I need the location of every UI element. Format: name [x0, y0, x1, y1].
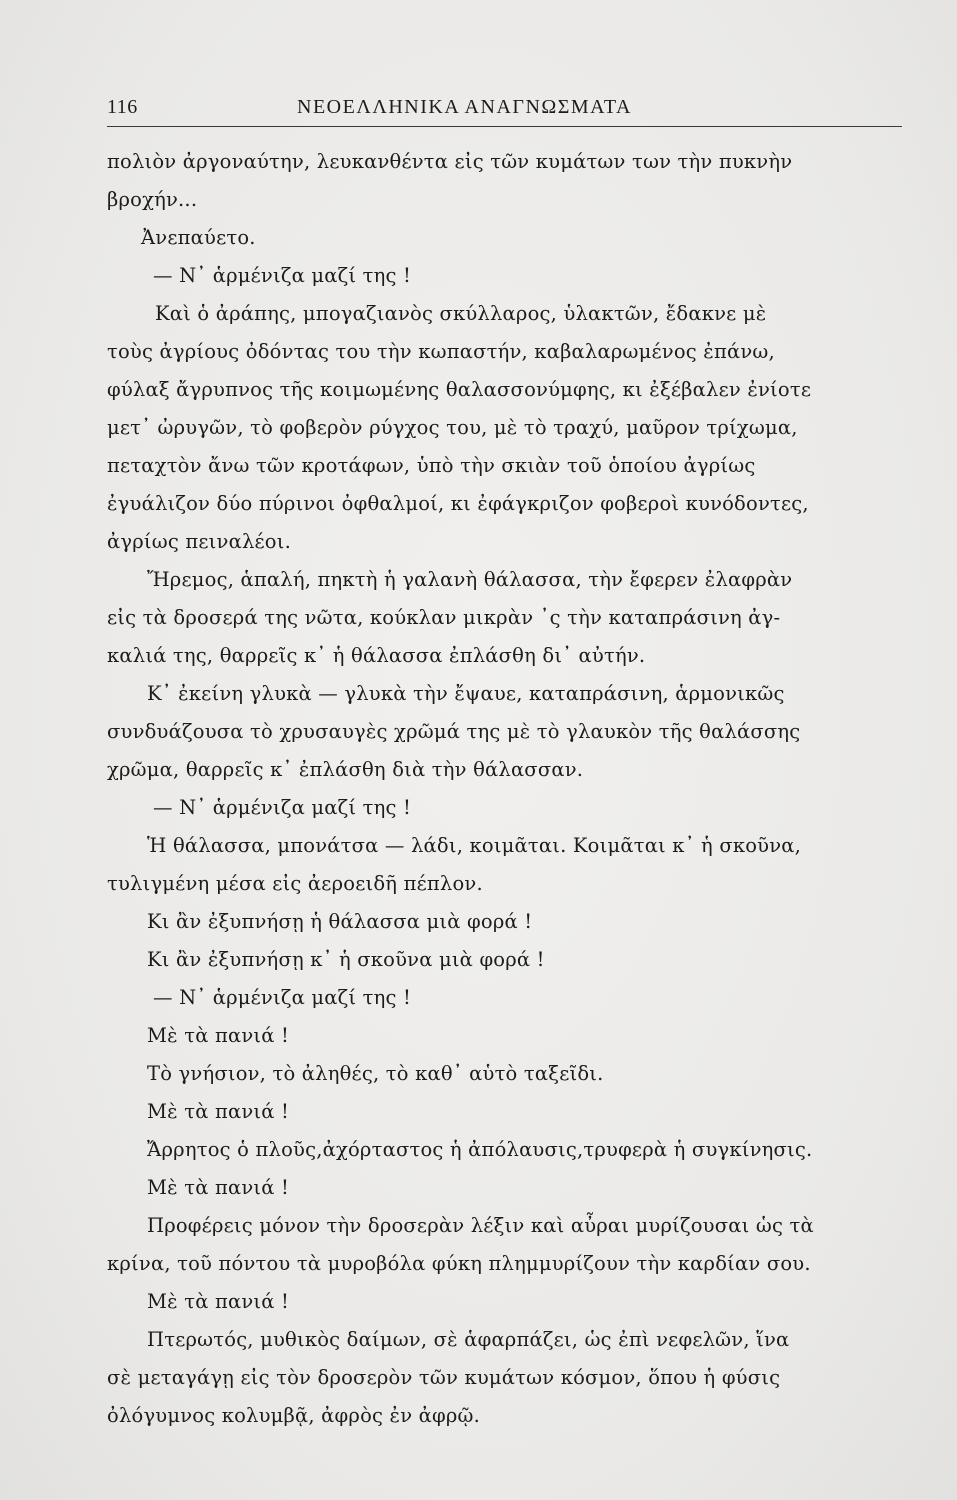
text-line: κρίνα, τοῦ πόντου τὰ μυροβόλα φύκη πλημμυρίζουν τὴν καρδίαν σου.	[107, 1252, 811, 1275]
text-line: μετ᾿ ὠρυγῶν, τὸ φοβερὸν ρύγχος του, μὲ τὸ τραχύ, μαῦρον τρίχωμα,	[107, 416, 798, 439]
text-line: Κ᾿ ἐκείνη γλυκὰ — γλυκὰ τὴν ἔψαυε, καταπράσινη, ἁρμονικῶς	[147, 682, 785, 705]
text-line: — Ν᾿ ἁρμένιζα μαζί της !	[153, 986, 412, 1009]
running-title: ΝΕΟΕΛΛΗΝΙΚΑ ΑΝΑΓΝΩΣΜΑΤΑ	[297, 96, 632, 118]
text-line: Μὲ τὰ πανιά !	[147, 1176, 290, 1199]
text-line: τοὺς ἀγρίους ὀδόντας του τὴν κωπαστήν, καβαλαρωμένος ἐπάνω,	[107, 340, 775, 363]
text-line: βροχήν...	[107, 188, 198, 211]
text-line: Ἄρρητος ὁ πλοῦς,ἀχόρταστος ἡ ἀπόλαυσις,τρυφερὰ ἡ συγκίνησις.	[147, 1138, 813, 1161]
text-line: καλιά της, θαρρεῖς κ᾿ ἡ θάλασσα ἐπλάσθη δι᾿ αὐτήν.	[107, 644, 646, 667]
text-line: — Ν᾿ ἁρμένιζα μαζί της !	[153, 796, 412, 819]
text-line: εἰς τὰ δροσερά της νῶτα, κούκλαν μικρὰν ᾿ς τὴν καταπράσινη ἀγ-	[107, 606, 781, 629]
text-line: — Ν᾿ ἁρμένιζα μαζί της !	[153, 264, 412, 287]
text-line: ἀγρίως πειναλέοι.	[107, 530, 291, 553]
page-header	[107, 96, 902, 127]
text-line: χρῶμα, θαρρεῖς κ᾿ ἐπλάσθη διὰ τὴν θάλασσαν.	[107, 758, 584, 781]
text-line: Ἀνεπαύετο.	[141, 226, 256, 249]
text-line: Μὲ τὰ πανιά !	[147, 1024, 290, 1047]
text-line: πεταχτὸν ἄνω τῶν κροτάφων, ὑπὸ τὴν σκιὰν τοῦ ὁποίου ἀγρίως	[107, 454, 756, 477]
text-line: Μὲ τὰ πανιά !	[147, 1100, 290, 1123]
text-line: Ἤρεμος, ἁπαλή, πηκτὴ ἡ γαλανὴ θάλασσα, τὴν ἔφερεν ἐλαφρὰν	[147, 568, 793, 591]
text-line: Προφέρεις μόνον τὴν δροσερὰν λέξιν καὶ αὖραι μυρίζουσαι ὡς τὰ	[147, 1214, 814, 1237]
text-line: ὀλόγυμνος κολυμβᾷ, ἀφρὸς ἐν ἀφρῷ.	[107, 1404, 481, 1427]
text-line: συνδυάζουσα τὸ χρυσαυγὲς χρῶμά της μὲ τὸ γλαυκὸν τῆς θαλάσσης	[107, 720, 801, 743]
text-line: Κι ἂν ἐξυπνήσῃ κ᾿ ἡ σκοῦνα μιὰ φορά !	[147, 948, 545, 971]
text-line: Μὲ τὰ πανιά !	[147, 1290, 290, 1313]
text-line: Ἡ θάλασσα, μπονάτσα — λάδι, κοιμᾶται. Κοιμᾶται κ᾿ ἡ σκοῦνα,	[147, 834, 802, 857]
page-number: 116	[107, 96, 138, 118]
text-line: ἐγυάλιζον δύο πύρινοι ὀφθαλμοί, κι ἐφάγκριζον φοβεροὶ κυνόδοντες,	[107, 492, 809, 515]
text-line: Τὸ γνήσιον, τὸ ἀληθές, τὸ καθ᾿ αὑτὸ ταξεῖδι.	[147, 1062, 604, 1085]
text-line: φύλαξ ἄγρυπνος τῆς κοιμωμένης θαλασσονύμφης, κι ἐξέβαλεν ἐνίοτε	[107, 378, 812, 401]
text-line: τυλιγμένη μέσα εἰς ἀεροειδῆ πέπλον.	[107, 872, 483, 895]
text-line: Κι ἂν ἐξυπνήσῃ ἡ θάλασσα μιὰ φορά !	[147, 910, 533, 933]
text-line: σὲ μεταγάγῃ εἰς τὸν δροσερὸν τῶν κυμάτων κόσμον, ὅπου ἡ φύσις	[107, 1366, 781, 1389]
text-line: Καὶ ὁ ἀράπης, μπογαζιανὸς σκύλλαρος, ὑλακτῶν, ἔδακνε μὲ	[155, 302, 767, 325]
text-line: Πτερωτός, μυθικὸς δαίμων, σὲ ἁφαρπάζει, ὡς ἐπὶ νεφελῶν, ἵνα	[147, 1328, 790, 1351]
text-line: πολιὸν ἀργοναύτην, λευκανθέντα εἰς τῶν κυμάτων των τὴν πυκνὴν	[107, 150, 793, 173]
